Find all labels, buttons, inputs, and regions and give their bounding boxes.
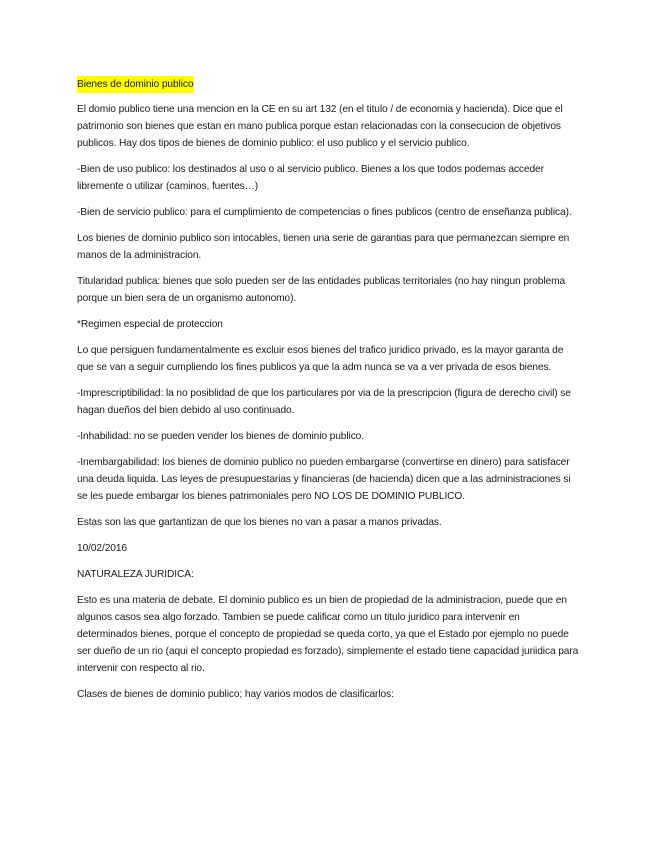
paragraph-intocables: Los bienes de dominio publico son intocables, tienen una serie de garantias para que permanezcan siempre en manos de la administracion. — [77, 233, 570, 261]
paragraph-bien-uso-publico: -Bien de uso publico: los destinados al uso o al servicio publico. Bienes a los que todos podemas acceder libremente o utilizar (caminos, fuentes…) — [77, 164, 544, 192]
paragraph-bien-servicio-publico: -Bien de servicio publico: para el cumplimiento de competencias o fines publicos (centro de enseñanza publica). — [77, 207, 572, 218]
paragraph-titularidad-publica: Titularidad publica: bienes que solo pueden ser de las entidades publicas territoriales (no hay ningun problema porque un bien sera de un organismo autonomo). — [77, 276, 566, 304]
paragraph-naturaleza-juridica: Esto es una materia de debate. El dominio publico es un bien de propiedad de la administracion, puede que en algunos casos sea algo forzado. Tambien se puede calificar como un titulo juridico para intervenir en determinados bienes, porque el concepto de propiedad se queda corto, ya que el Estado por ejemplo no puede ser dueño de un rio (aqui el concepto propiedad es forzado), simplemente el estado tiene capacidad juriidica para intervenir con respecto al rio. — [77, 595, 579, 674]
paragraph-clases-bienes: Clases de bienes de dominio publico; hay varios modos de clasificarlos: — [77, 689, 394, 700]
paragraph-trafico-juridico: Lo que persiguen fundamentalmente es excluir esos bienes del trafico juridico privado, es la mayor garanta de que se van a seguir cumpliendo los fines publicos ya que la adm nunca se va a ver privada de esos bienes. — [77, 345, 564, 373]
paragraph-date: 10/02/2016 — [77, 543, 127, 554]
paragraph-naturaleza-heading: NATURALEZA JURIDICA: — [77, 569, 194, 580]
paragraph-imprescriptibilidad: -Imprescriptibilidad: la no posiblidad de que los particulares por via de la prescripcion (figura de derecho civil) se hagan dueños del bien debido al uso continuado. — [77, 388, 571, 416]
paragraph-inembargabilidad: -Inembargabilidad: los bienes de dominio publico no pueden embargarse (convertirse en dinero) para satisfacer una deuda liquida. Las leyes de presupuestarias y financieras (de hacienda) dicen que a las administraciones si se les puede embargar los bienes patrimoniales pero NO LOS DE DOMINIO PUBLICO. — [77, 457, 571, 502]
paragraph-garantias: Estas son las que gartantizan de que los bienes no van a pasar a manos privadas. — [77, 517, 442, 528]
document-title: Bienes de dominio publico — [77, 76, 194, 93]
paragraph-regimen-especial: *Regimen especial de proteccion — [77, 319, 223, 330]
paragraph-inhabilidad: -Inhabilidad: no se pueden vender los bienes de dominio publico. — [77, 431, 364, 442]
paragraph-dominio-publico-intro: El domio publico tiene una mencion en la CE en su art 132 (en el titulo / de economia y hacienda). Dice que el patrimonio son bienes que estan en mano publica porque estan relacionadas con la consecucion de objetivos publicos. Hay dos tipos de bienes de dominio publico: el uso publico y el servicio publico. — [77, 104, 563, 149]
